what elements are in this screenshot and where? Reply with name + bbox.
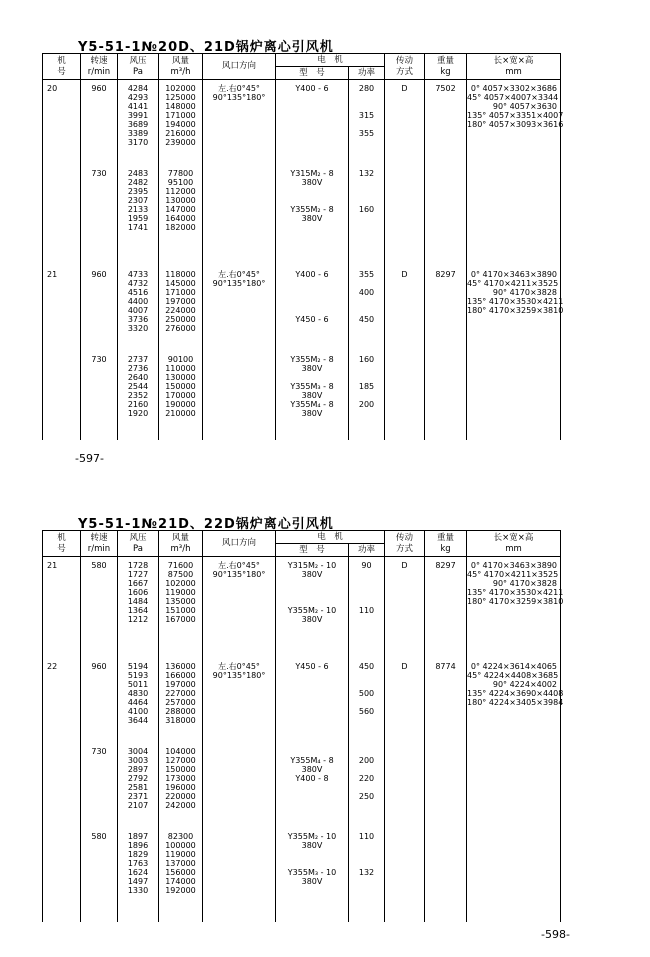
outlet-direction: 左.右0°45° bbox=[218, 561, 260, 570]
flow-value: 224000 bbox=[165, 306, 196, 315]
pressure-value: 4830 bbox=[127, 689, 149, 698]
motor-power: 560 bbox=[358, 707, 375, 716]
header-weight: 重量 kg bbox=[425, 54, 467, 80]
dimension-line: 0° 4170×3463×3890 bbox=[470, 270, 558, 279]
header-outlet: 风口方向 bbox=[203, 531, 276, 557]
flow-value: 197000 bbox=[165, 680, 196, 689]
motor-power: 355 bbox=[358, 129, 375, 138]
motor-model: Y450 - 6 bbox=[295, 315, 329, 324]
pressure-value: 2107 bbox=[127, 801, 149, 810]
motor-model: Y355M₂ - 8 bbox=[290, 205, 334, 214]
col-pressure bbox=[118, 80, 159, 441]
motor-power: 90 bbox=[361, 561, 372, 570]
pressure-value: 2133 bbox=[127, 205, 149, 214]
pressure-value: 1959 bbox=[127, 214, 149, 223]
motor-power: 500 bbox=[358, 689, 375, 698]
motor-model: Y355M₂ - 8 bbox=[290, 355, 334, 364]
motor-model: 380V bbox=[301, 877, 323, 886]
pressure-value: 1484 bbox=[127, 597, 149, 606]
pressure-value: 4284 bbox=[127, 84, 149, 93]
col-model-no bbox=[43, 80, 81, 441]
motor-power: 160 bbox=[358, 355, 375, 364]
col-motor-power bbox=[349, 80, 385, 441]
motor-power: 160 bbox=[358, 205, 375, 214]
pressure-value: 1728 bbox=[127, 561, 149, 570]
pressure-value: 3644 bbox=[127, 716, 149, 725]
motor-model: Y315M₂ - 8 bbox=[290, 169, 334, 178]
header-dims: 长×宽×高 mm bbox=[467, 54, 561, 80]
header-motor: 电 机 bbox=[276, 531, 385, 544]
drive-type: D bbox=[401, 662, 408, 671]
pressure-value: 2737 bbox=[127, 355, 149, 364]
model-no: 22 bbox=[47, 662, 58, 671]
flow-value: 318000 bbox=[165, 716, 196, 725]
pressure-value: 2792 bbox=[127, 774, 149, 783]
motor-model: 380V bbox=[301, 409, 323, 418]
motor-model: Y355M₃ - 8 bbox=[290, 382, 334, 391]
weight-value: 8297 bbox=[435, 270, 456, 279]
pressure-value: 4733 bbox=[127, 270, 149, 279]
pressure-value: 3003 bbox=[127, 756, 149, 765]
motor-model: Y355M₄ - 8 bbox=[290, 400, 334, 409]
pressure-value: 1897 bbox=[127, 832, 149, 841]
dimension-line: 180° 4170×3259×3810 bbox=[467, 306, 564, 315]
speed-value: 580 bbox=[91, 561, 107, 570]
pressure-value: 1212 bbox=[127, 615, 149, 624]
motor-power: 450 bbox=[358, 315, 375, 324]
drive-type: D bbox=[401, 270, 408, 279]
flow-value: 151000 bbox=[165, 606, 196, 615]
col-outlet bbox=[203, 80, 276, 441]
dimension-line: 0° 4170×3463×3890 bbox=[470, 561, 558, 570]
dimension-line: 180° 4224×3405×3984 bbox=[467, 698, 564, 707]
motor-model: 380V bbox=[301, 570, 323, 579]
flow-value: 119000 bbox=[165, 850, 196, 859]
pressure-value: 4100 bbox=[127, 707, 149, 716]
col-dims bbox=[467, 80, 564, 441]
col-model-no bbox=[43, 557, 81, 923]
motor-power: 250 bbox=[358, 792, 375, 801]
dimension-line: 45° 4057×4007×3344 bbox=[467, 93, 559, 102]
header-model-no: 机 号 bbox=[43, 54, 81, 80]
col-drive bbox=[385, 557, 425, 923]
flow-value: 210000 bbox=[165, 409, 196, 418]
flow-value: 125000 bbox=[165, 93, 196, 102]
flow-value: 239000 bbox=[165, 138, 196, 147]
header-flow: 风量 m³/h bbox=[159, 531, 203, 557]
pressure-value: 3736 bbox=[127, 315, 149, 324]
motor-model: Y315M₂ - 10 bbox=[287, 561, 337, 570]
pressure-value: 1624 bbox=[127, 868, 149, 877]
col-flow bbox=[159, 557, 203, 923]
page-1-title: Y5-51-1№20D、21D锅炉离心引风机 bbox=[78, 40, 334, 55]
flow-value: 170000 bbox=[165, 391, 196, 400]
dimension-line: 0° 4057×3302×3686 bbox=[470, 84, 558, 93]
dimension-line: 90° 4057×3630 bbox=[492, 102, 558, 111]
pressure-value: 3991 bbox=[127, 111, 149, 120]
flow-value: 130000 bbox=[165, 196, 196, 205]
dimension-line: 135° 4224×3690×4408 bbox=[467, 689, 564, 698]
pressure-value: 1829 bbox=[127, 850, 149, 859]
pressure-value: 2581 bbox=[127, 783, 149, 792]
page-2-number: -598- bbox=[541, 928, 570, 941]
motor-power: 200 bbox=[358, 400, 375, 409]
col-weight bbox=[425, 80, 467, 441]
flow-value: 137000 bbox=[165, 859, 196, 868]
flow-value: 190000 bbox=[165, 400, 196, 409]
dimension-line: 0° 4224×3614×4065 bbox=[470, 662, 558, 671]
flow-value: 150000 bbox=[165, 765, 196, 774]
flow-value: 145000 bbox=[165, 279, 196, 288]
speed-value: 730 bbox=[91, 747, 107, 756]
flow-value: 71600 bbox=[167, 561, 194, 570]
pressure-value: 2307 bbox=[127, 196, 149, 205]
pressure-value: 2640 bbox=[127, 373, 149, 382]
header-model-no: 机 号 bbox=[43, 531, 81, 557]
flow-value: 227000 bbox=[165, 689, 196, 698]
header-flow: 风量 m³/h bbox=[159, 54, 203, 80]
pressure-value: 2544 bbox=[127, 382, 149, 391]
header-drive: 传动 方式 bbox=[385, 531, 425, 557]
dimension-line: 45° 4170×4211×3525 bbox=[467, 279, 559, 288]
motor-model: 380V bbox=[301, 391, 323, 400]
header-speed: 转速 r/min bbox=[81, 531, 118, 557]
header-pressure: 风压 Pa bbox=[118, 531, 159, 557]
pressure-value: 1896 bbox=[127, 841, 149, 850]
pressure-value: 1606 bbox=[127, 588, 149, 597]
pressure-value: 3004 bbox=[127, 747, 149, 756]
speed-value: 960 bbox=[91, 270, 107, 279]
drive-type: D bbox=[401, 84, 408, 93]
dimension-line: 135° 4057×3351×4007 bbox=[467, 111, 564, 120]
flow-value: 171000 bbox=[165, 288, 196, 297]
flow-value: 136000 bbox=[165, 662, 196, 671]
flow-value: 100000 bbox=[165, 841, 196, 850]
dimension-line: 45° 4224×4408×3685 bbox=[467, 671, 559, 680]
header-pressure: 风压 Pa bbox=[118, 54, 159, 80]
motor-power: 110 bbox=[358, 606, 375, 615]
outlet-direction: 90°135°180° bbox=[212, 93, 266, 102]
dimension-line: 45° 4170×4211×3525 bbox=[467, 570, 559, 579]
speed-value: 960 bbox=[91, 84, 107, 93]
col-drive bbox=[385, 80, 425, 441]
flow-value: 104000 bbox=[165, 747, 196, 756]
motor-power: 355 bbox=[358, 270, 375, 279]
pressure-value: 1330 bbox=[127, 886, 149, 895]
flow-value: 194000 bbox=[165, 120, 196, 129]
motor-power: 200 bbox=[358, 756, 375, 765]
flow-value: 171000 bbox=[165, 111, 196, 120]
flow-value: 276000 bbox=[165, 324, 196, 333]
dimension-line: 90° 4224×4002 bbox=[492, 680, 558, 689]
dimension-line: 90° 4170×3828 bbox=[492, 579, 558, 588]
flow-value: 102000 bbox=[165, 84, 196, 93]
header-dims: 长×宽×高 mm bbox=[467, 531, 561, 557]
flow-value: 112000 bbox=[165, 187, 196, 196]
flow-value: 220000 bbox=[165, 792, 196, 801]
flow-value: 150000 bbox=[165, 382, 196, 391]
dimension-line: 135° 4170×3530×4211 bbox=[467, 297, 564, 306]
motor-model: Y355M₃ - 10 bbox=[287, 868, 337, 877]
motor-power: 132 bbox=[358, 169, 375, 178]
pressure-value: 5011 bbox=[127, 680, 149, 689]
motor-model: 380V bbox=[301, 841, 323, 850]
pressure-value: 1667 bbox=[127, 579, 149, 588]
pressure-value: 2482 bbox=[127, 178, 149, 187]
outlet-direction: 左.右0°45° bbox=[218, 84, 260, 93]
flow-value: 196000 bbox=[165, 783, 196, 792]
outlet-direction: 左.右0°45° bbox=[218, 662, 260, 671]
outlet-direction: 90°135°180° bbox=[212, 570, 266, 579]
motor-power: 315 bbox=[358, 111, 375, 120]
flow-value: 127000 bbox=[165, 756, 196, 765]
speed-value: 730 bbox=[91, 355, 107, 364]
pressure-value: 4464 bbox=[127, 698, 149, 707]
weight-value: 8297 bbox=[435, 561, 456, 570]
flow-value: 87500 bbox=[167, 570, 194, 579]
flow-value: 135000 bbox=[165, 597, 196, 606]
col-dims bbox=[467, 557, 564, 923]
flow-value: 174000 bbox=[165, 877, 196, 886]
flow-value: 130000 bbox=[165, 373, 196, 382]
flow-value: 164000 bbox=[165, 214, 196, 223]
header-speed: 转速 r/min bbox=[81, 54, 118, 80]
col-outlet bbox=[203, 557, 276, 923]
motor-model: Y400 - 6 bbox=[295, 270, 329, 279]
motor-model: Y400 - 6 bbox=[295, 84, 329, 93]
header-drive: 传动 方式 bbox=[385, 54, 425, 80]
flow-value: 110000 bbox=[165, 364, 196, 373]
weight-value: 7502 bbox=[435, 84, 456, 93]
motor-model: Y355M₂ - 10 bbox=[287, 606, 337, 615]
model-no: 21 bbox=[47, 561, 58, 570]
pressure-value: 4007 bbox=[127, 306, 149, 315]
pressure-value: 1920 bbox=[127, 409, 149, 418]
col-motor-power bbox=[349, 557, 385, 923]
flow-value: 197000 bbox=[165, 297, 196, 306]
flow-value: 173000 bbox=[165, 774, 196, 783]
motor-power: 110 bbox=[358, 832, 375, 841]
pressure-value: 4141 bbox=[127, 102, 149, 111]
speed-value: 960 bbox=[91, 662, 107, 671]
pressure-value: 4732 bbox=[127, 279, 149, 288]
flow-value: 82300 bbox=[167, 832, 194, 841]
pressure-value: 1763 bbox=[127, 859, 149, 868]
col-weight bbox=[425, 557, 467, 923]
pressure-value: 1727 bbox=[127, 570, 149, 579]
pressure-value: 1364 bbox=[127, 606, 149, 615]
dimension-line: 90° 4170×3828 bbox=[492, 288, 558, 297]
flow-value: 167000 bbox=[165, 615, 196, 624]
motor-power: 450 bbox=[358, 662, 375, 671]
col-flow bbox=[159, 80, 203, 441]
motor-power: 132 bbox=[358, 868, 375, 877]
pressure-value: 4516 bbox=[127, 288, 149, 297]
flow-value: 102000 bbox=[165, 579, 196, 588]
pressure-value: 2160 bbox=[127, 400, 149, 409]
motor-model: 380V bbox=[301, 765, 323, 774]
pressure-value: 1741 bbox=[127, 223, 149, 232]
header-motor-power: 功率 bbox=[349, 67, 385, 80]
motor-model: 380V bbox=[301, 214, 323, 223]
header-motor-power: 功率 bbox=[349, 544, 385, 557]
motor-power: 185 bbox=[358, 382, 375, 391]
pressure-value: 2395 bbox=[127, 187, 149, 196]
flow-value: 242000 bbox=[165, 801, 196, 810]
speed-value: 580 bbox=[91, 832, 107, 841]
col-speed bbox=[81, 557, 118, 923]
pressure-value: 2897 bbox=[127, 765, 149, 774]
flow-value: 288000 bbox=[165, 707, 196, 716]
pressure-value: 5193 bbox=[127, 671, 149, 680]
col-speed bbox=[81, 80, 118, 441]
motor-power: 280 bbox=[358, 84, 375, 93]
motor-model: Y400 - 8 bbox=[295, 774, 329, 783]
pressure-value: 2736 bbox=[127, 364, 149, 373]
outlet-direction: 左.右0°45° bbox=[218, 270, 260, 279]
flow-value: 250000 bbox=[165, 315, 196, 324]
header-weight: 重量 kg bbox=[425, 531, 467, 557]
pressure-value: 2371 bbox=[127, 792, 149, 801]
motor-power: 400 bbox=[358, 288, 375, 297]
page-2-title: Y5-51-1№21D、22D锅炉离心引风机 bbox=[78, 517, 334, 532]
motor-model: Y450 - 6 bbox=[295, 662, 329, 671]
pressure-value: 3389 bbox=[127, 129, 149, 138]
dimension-line: 180° 4057×3093×3616 bbox=[467, 120, 564, 129]
flow-value: 118000 bbox=[165, 270, 196, 279]
model-no: 21 bbox=[47, 270, 58, 279]
flow-value: 166000 bbox=[165, 671, 196, 680]
header-motor-type: 型 号 bbox=[276, 67, 349, 80]
motor-model: Y355M₂ - 10 bbox=[287, 832, 337, 841]
header-motor-type: 型 号 bbox=[276, 544, 349, 557]
flow-value: 182000 bbox=[165, 223, 196, 232]
dimension-line: 135° 4170×3530×4211 bbox=[467, 588, 564, 597]
motor-model: 380V bbox=[301, 364, 323, 373]
col-motor-type bbox=[276, 80, 349, 441]
weight-value: 8774 bbox=[435, 662, 456, 671]
flow-value: 216000 bbox=[165, 129, 196, 138]
pressure-value: 5194 bbox=[127, 662, 149, 671]
pressure-value: 3689 bbox=[127, 120, 149, 129]
speed-value: 730 bbox=[91, 169, 107, 178]
pressure-value: 4293 bbox=[127, 93, 149, 102]
dimension-line: 180° 4170×3259×3810 bbox=[467, 597, 564, 606]
header-motor: 电 机 bbox=[276, 54, 385, 67]
drive-type: D bbox=[401, 561, 408, 570]
pressure-value: 2483 bbox=[127, 169, 149, 178]
flow-value: 192000 bbox=[165, 886, 196, 895]
flow-value: 77800 bbox=[167, 169, 194, 178]
flow-value: 257000 bbox=[165, 698, 196, 707]
pressure-value: 2352 bbox=[127, 391, 149, 400]
pressure-value: 3320 bbox=[127, 324, 149, 333]
flow-value: 156000 bbox=[165, 868, 196, 877]
col-motor-type bbox=[276, 557, 349, 923]
col-pressure bbox=[118, 557, 159, 923]
motor-model: 380V bbox=[301, 615, 323, 624]
outlet-direction: 90°135°180° bbox=[212, 279, 266, 288]
flow-value: 95100 bbox=[167, 178, 194, 187]
pressure-value: 1497 bbox=[127, 877, 149, 886]
flow-value: 147000 bbox=[165, 205, 196, 214]
motor-model: 380V bbox=[301, 178, 323, 187]
outlet-direction: 90°135°180° bbox=[212, 671, 266, 680]
pressure-value: 3170 bbox=[127, 138, 149, 147]
pressure-value: 4400 bbox=[127, 297, 149, 306]
page-1-number: -597- bbox=[75, 452, 104, 465]
header-outlet: 风口方向 bbox=[203, 54, 276, 80]
motor-power: 220 bbox=[358, 774, 375, 783]
flow-value: 148000 bbox=[165, 102, 196, 111]
flow-value: 90100 bbox=[167, 355, 194, 364]
model-no: 20 bbox=[47, 84, 58, 93]
motor-model: Y355M₄ - 8 bbox=[290, 756, 334, 765]
flow-value: 119000 bbox=[165, 588, 196, 597]
